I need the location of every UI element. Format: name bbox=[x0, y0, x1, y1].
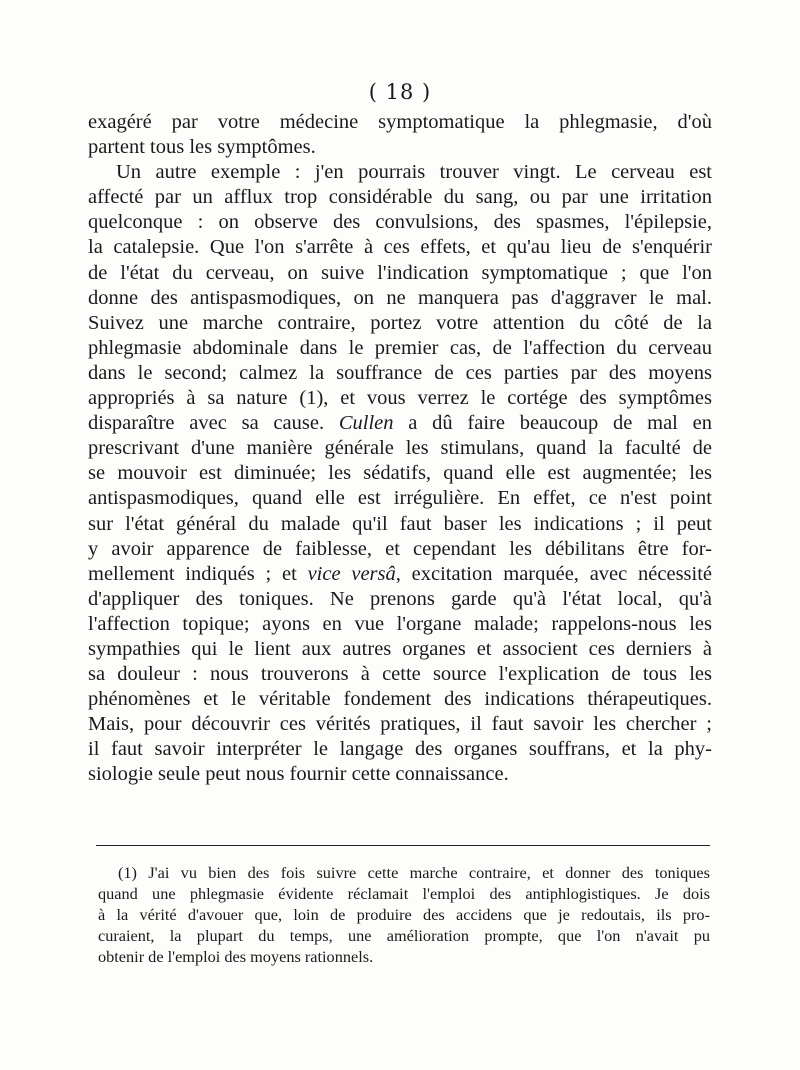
text-line: sympathies qui le lient aux autres organes et associent ces derniers à bbox=[88, 637, 712, 660]
text-line: d'appliquer des toniques. Ne prenons garde qu'à l'état local, qu'à bbox=[88, 587, 712, 610]
text-segment: , excitation marquée, avec nécessité bbox=[395, 562, 713, 585]
text-segment: a dû faire beaucoup de mal en bbox=[408, 412, 712, 435]
text-line: phlegmasie abdominale dans le premier cas, de l'affection du cerveau bbox=[88, 336, 712, 359]
text-line: sa douleur : nous trouverons à cette source l'explication de tous les bbox=[88, 663, 712, 686]
footnote-line: curaient, la plupart du temps, une amélioration prompte, que l'on n'avait pu bbox=[98, 926, 710, 945]
text-line bbox=[88, 411, 712, 436]
text-line: prescrivant d'une manière générale les stimulans, quand la faculté de bbox=[88, 437, 712, 460]
text-line: siologie seule peut nous fournir cette connaissance. bbox=[88, 763, 509, 786]
footnote-divider bbox=[96, 845, 710, 846]
text-line: y avoir apparence de faiblesse, et cependant les débilitans être for- bbox=[88, 537, 712, 560]
text-line: Suivez une marche contraire, portez votre attention du côté de la bbox=[88, 311, 712, 334]
text-line: Un autre exemple : j'en pourrais trouver vingt. Le cerveau est bbox=[116, 161, 712, 184]
text-line: affecté par un afflux trop considérable du sang, ou par une irritation bbox=[88, 186, 712, 209]
text-line: se mouvoir est diminuée; les sédatifs, quand elle est augmentée; les bbox=[88, 462, 712, 485]
author-name-cullen: Cullen bbox=[338, 412, 394, 435]
text-line: la catalepsie. Que l'on s'arrête à ces effets, et qu'au lieu de s'enquérir bbox=[88, 236, 712, 259]
text-line: il faut savoir interpréter le langage des organes souffrans, et la phy- bbox=[88, 738, 712, 761]
text-line: sur l'état général du malade qu'il faut baser les indications ; il peut bbox=[88, 512, 712, 535]
text-line: l'affection topique; ayons en vue l'organe malade; rappelons-nous les bbox=[88, 612, 712, 635]
footnote-line: obtenir de l'emploi des moyens rationnels. bbox=[98, 947, 374, 966]
text-line: quelconque : on observe des convulsions, des spasmes, l'épilepsie, bbox=[88, 211, 712, 234]
text-line: donne des antispasmodiques, on ne manquera pas d'aggraver le mal. bbox=[88, 286, 712, 309]
text-line: Mais, pour découvrir ces vérités pratiques, il faut savoir les chercher ; bbox=[88, 713, 712, 736]
text-segment: mellement indiqués ; et bbox=[88, 562, 297, 585]
text-line: exagéré par votre médecine symptomatique la phlegmasie, d'où bbox=[88, 111, 712, 133]
footnote-line: (1) J'ai vu bien des fois suivre cette marche contraire, et donner des toniques bbox=[118, 863, 710, 882]
text-line: de l'état du cerveau, on suive l'indication symptomatique ; que l'on bbox=[88, 261, 712, 284]
footnote-line: quand une phlegmasie évidente réclamait l'emploi des antiphlogistiques. Je dois bbox=[98, 884, 710, 903]
main-text bbox=[88, 110, 712, 788]
footnote-line: à la vérité d'avouer que, loin de produire des accidens que je redoutais, ils pro- bbox=[98, 905, 710, 924]
text-segment: disparaître avec sa cause. bbox=[88, 412, 325, 435]
text-line: dans le second; calmez la souffrance de ces parties par des moyens bbox=[88, 361, 712, 384]
text-line: antispasmodiques, quand elle est irrégulière. En effet, ce n'est point bbox=[88, 487, 712, 510]
footnote bbox=[98, 862, 710, 967]
latin-phrase: vice versâ bbox=[307, 562, 396, 585]
text-line: appropriés à sa nature (1), et vous verrez le cortége des symptômes bbox=[88, 387, 712, 410]
text-line: phénomènes et le véritable fondement des indications thérapeutiques. bbox=[88, 688, 712, 711]
text-line: partent tous les symptômes. bbox=[88, 136, 316, 159]
text-line bbox=[88, 562, 712, 587]
page-number: ( 18 ) bbox=[368, 80, 432, 104]
